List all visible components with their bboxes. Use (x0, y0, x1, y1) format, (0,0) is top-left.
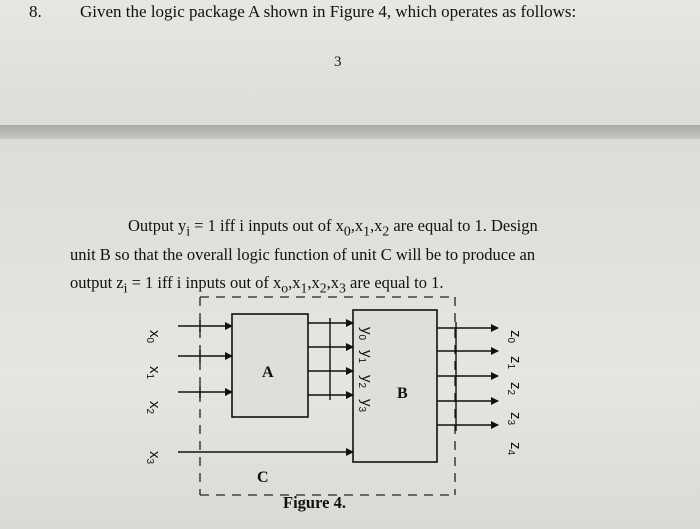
question-number: 8. (29, 2, 42, 21)
output-labels (505, 330, 524, 456)
y0-label: $y_0$ (356, 327, 375, 341)
z1-label: $z_1$ (505, 356, 524, 370)
input-label-x0: $x_0$ (144, 330, 163, 344)
paragraph-line-1: Output $y_i = 1$ iff i inputs out of $x_0,x_1,x_2$ are equal to 1. Design (128, 216, 538, 239)
paragraph-line-2: unit B so that the overall logic function of unit C will be to produce an (70, 245, 536, 264)
figure-caption: Figure 4. (283, 493, 346, 512)
z4-label: $z_4$ (505, 442, 524, 456)
y1-label: $y_1$ (356, 350, 375, 364)
input-labels (144, 330, 163, 465)
block-b-label: B (397, 385, 408, 402)
input-label-x2: $x_2$ (144, 401, 163, 415)
z2-label: $z_2$ (505, 382, 524, 396)
block-a-label: A (262, 364, 274, 381)
input-label-x3: $x_3$ (144, 451, 163, 465)
paragraph-line-3: output $z_i = 1$ iff i inputs out of $x_o,x_1,x_2,x_3$ are equal to 1. (70, 273, 444, 296)
z0-label: $z_0$ (505, 330, 524, 344)
y3-label: $y_3$ (356, 399, 375, 413)
a-to-b-wires (308, 318, 353, 400)
y2-label: $y_2$ (356, 375, 375, 389)
unit-c-label: C (257, 469, 269, 486)
page-number: 3 (334, 54, 342, 70)
question-text: Given the logic package A shown in Figure 4, which operates as follows: (80, 2, 577, 21)
input-label-x1: $x_1$ (144, 366, 163, 380)
z3-label: $z_3$ (505, 412, 524, 426)
output-wires (437, 322, 498, 431)
